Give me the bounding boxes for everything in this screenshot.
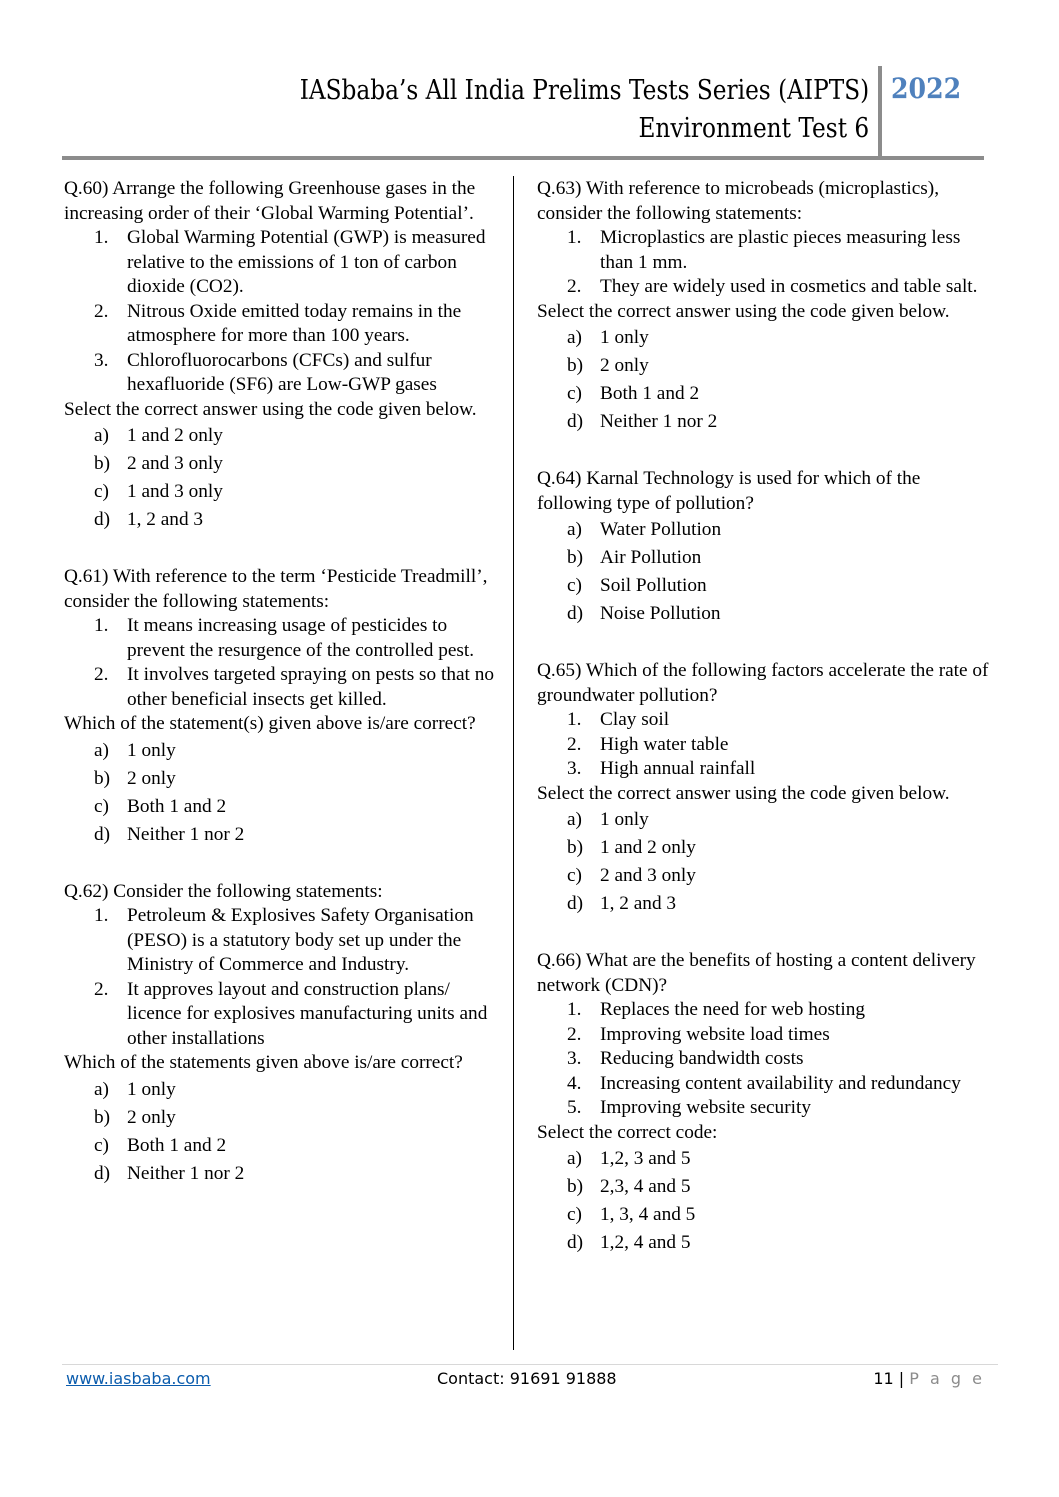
option-text: Water Pollution (600, 519, 722, 540)
footer-rule (62, 1364, 998, 1365)
option-letter: d) (567, 893, 584, 914)
statement-number: 1. (94, 227, 109, 248)
page-word: P a g e (909, 1369, 985, 1388)
option-letter: d) (94, 823, 111, 845)
option-letter: d) (567, 603, 584, 624)
answer-option (64, 1104, 500, 1132)
statement-number: 5. (567, 1097, 582, 1118)
statement-text: It means increasing usage of pesticides to prevent the resurgence of the controlled pest. (127, 615, 475, 661)
answer-option (64, 765, 500, 793)
answer-option (537, 324, 989, 352)
statement-number: 1. (94, 615, 109, 636)
page-separator: | (898, 1369, 905, 1388)
statement-number: 1. (567, 709, 582, 730)
option-text: 2 only (127, 1106, 176, 1128)
option-text: 1, 2 and 3 (127, 509, 204, 530)
option-text: Both 1 and 2 (600, 383, 700, 404)
statement-text: Improving website load times (600, 1023, 830, 1045)
right-column (537, 177, 989, 1288)
statement-item (537, 733, 989, 758)
answer-option (537, 1173, 989, 1201)
statement-number: 1. (567, 227, 582, 248)
answer-option (537, 544, 989, 572)
left-column (64, 177, 500, 1219)
statement-item (64, 614, 500, 663)
statement-text: It approves layout and construction plans/ licence for explosives manufacturing units and other installations (127, 978, 488, 1049)
option-text: 1 only (600, 327, 649, 348)
statement-item (537, 708, 989, 733)
header-divider (878, 66, 882, 158)
option-text: 2 only (127, 767, 176, 789)
option-letter: b) (94, 1106, 111, 1128)
website-link[interactable]: www.iasbaba.com (66, 1369, 211, 1388)
statement-item (537, 1047, 989, 1072)
option-letter: c) (94, 795, 109, 817)
statement-text: Global Warming Potential (GWP) is measured relative to the emissions of 1 ton of carbon dioxide (CO2). (127, 227, 486, 297)
page-number: 11 (873, 1369, 894, 1388)
option-text: 1 and 3 only (127, 481, 223, 502)
statement-item (64, 300, 500, 349)
statement-item (537, 1072, 989, 1097)
header-test-title: Environment Test 6 (638, 113, 869, 144)
option-letter: b) (567, 355, 584, 376)
option-text: Neither 1 nor 2 (600, 411, 718, 432)
option-letter: c) (567, 865, 582, 886)
option-letter: a) (94, 739, 109, 761)
option-text: 1 only (127, 739, 176, 761)
option-text: 1, 3, 4 and 5 (600, 1204, 696, 1225)
answer-option (537, 1201, 989, 1229)
option-text: Both 1 and 2 (127, 1134, 227, 1156)
answer-option (537, 600, 989, 628)
option-letter: a) (567, 1148, 582, 1169)
answer-option (537, 890, 989, 918)
statement-text: It involves targeted spraying on pests so that no other beneficial insects get killed. (127, 664, 495, 710)
statement-number: 1. (567, 999, 582, 1020)
statement-item (64, 663, 500, 712)
answer-option (64, 450, 500, 478)
question-instruction: Select the correct answer using the code given below. (537, 300, 950, 322)
column-divider (513, 176, 514, 1350)
option-text: 1, 2 and 3 (600, 893, 677, 914)
answer-option (537, 862, 989, 890)
option-letter: b) (94, 453, 111, 474)
question-block (537, 659, 989, 918)
statement-text: Nitrous Oxide emitted today remains in the atmosphere for more than 100 years. (127, 300, 462, 346)
answer-option (537, 1145, 989, 1173)
answer-option (64, 422, 500, 450)
answer-option (537, 352, 989, 380)
statement-text: Reducing bandwidth costs (600, 1048, 804, 1069)
statement-item (64, 349, 500, 398)
statement-number: 3. (567, 1048, 582, 1069)
answer-option (537, 380, 989, 408)
answer-option (64, 1160, 500, 1188)
question-instruction: Which of the statements given above is/are correct? (64, 1052, 463, 1073)
statement-item (537, 1096, 989, 1121)
contact-info: Contact: 91691 91888 (437, 1369, 617, 1388)
statement-text: Chlorofluorocarbons (CFCs) and sulfur hexafluoride (SF6) are Low-GWP gases (127, 349, 437, 395)
option-text: 2,3, 4 and 5 (600, 1176, 691, 1197)
answer-option (537, 572, 989, 600)
statement-text: Increasing content availability and redundancy (600, 1072, 961, 1094)
option-letter: a) (94, 1078, 109, 1100)
statement-item (64, 226, 500, 300)
option-text: 2 and 3 only (127, 453, 223, 474)
statement-item (537, 275, 989, 300)
option-letter: b) (567, 837, 584, 858)
statement-number: 4. (567, 1072, 582, 1094)
statement-number: 2. (94, 978, 109, 1000)
statement-item (537, 998, 989, 1023)
option-text: Noise Pollution (600, 603, 721, 624)
statement-number: 2. (567, 733, 582, 755)
option-text: 2 only (600, 355, 649, 376)
statement-number: 1. (94, 905, 109, 926)
answer-option (537, 408, 989, 436)
option-text: 1 only (600, 809, 649, 830)
option-letter: b) (567, 547, 584, 568)
statement-text: They are widely used in cosmetics and table salt. (600, 276, 978, 297)
option-letter: a) (567, 809, 582, 830)
statement-item (64, 904, 500, 978)
option-text: 1,2, 4 and 5 (600, 1232, 691, 1253)
question-block (64, 880, 500, 1188)
statement-text: Petroleum & Explosives Safety Organisation (PESO) is a statutory body set up under the Ministry of Commerce and Industry. (127, 905, 474, 975)
option-letter: c) (94, 1134, 109, 1156)
statement-number: 2. (94, 664, 109, 685)
statement-item (537, 1023, 989, 1048)
answer-option (537, 806, 989, 834)
header-series-title: IASbaba’s All India Prelims Tests Series (AIPTS) (299, 75, 869, 106)
question-block (537, 177, 989, 436)
option-text: 1,2, 3 and 5 (600, 1148, 691, 1169)
answer-option (537, 834, 989, 862)
option-text: 2 and 3 only (600, 865, 696, 886)
option-letter: b) (567, 1176, 584, 1197)
answer-option (64, 821, 500, 849)
statement-text: Clay soil (600, 709, 670, 730)
answer-option (64, 737, 500, 765)
question-instruction: Select the correct answer using the code given below. (64, 398, 477, 420)
question-instruction: Which of the statement(s) given above is/are correct? (64, 713, 476, 734)
answer-option (537, 516, 989, 544)
statement-text: Improving website security (600, 1097, 811, 1118)
statement-item (537, 226, 989, 275)
answer-option (537, 1229, 989, 1257)
question-stem: Q.60) Arrange the following Greenhouse gases in the increasing order of their ‘Global Warming Potential’. (64, 178, 476, 224)
page-indicator (873, 1369, 985, 1388)
question-stem: Q.62) Consider the following statements: (64, 880, 383, 902)
question-instruction: Select the correct answer using the code given below. (537, 782, 950, 804)
option-letter: c) (567, 383, 582, 404)
answer-option (64, 793, 500, 821)
question-block (537, 949, 989, 1257)
option-text: Soil Pollution (600, 575, 707, 596)
statement-number: 3. (94, 349, 109, 371)
statement-number: 3. (567, 758, 582, 779)
option-text: 1 only (127, 1078, 176, 1100)
statement-text: High water table (600, 733, 729, 755)
option-letter: a) (94, 425, 109, 446)
option-letter: d) (94, 509, 111, 530)
statement-item (64, 978, 500, 1052)
question-stem: Q.63) With reference to microbeads (microplastics), consider the following statements: (537, 178, 940, 224)
option-letter: d) (567, 1232, 584, 1253)
header-year: 2022 (891, 72, 962, 105)
statement-text: Microplastics are plastic pieces measuring less than 1 mm. (600, 227, 961, 273)
question-stem: Q.66) What are the benefits of hosting a content delivery network (CDN)? (537, 950, 976, 996)
option-letter: d) (567, 411, 584, 432)
statement-number: 2. (567, 276, 582, 297)
header-title (300, 72, 869, 148)
question-instruction: Select the correct code: (537, 1121, 718, 1143)
question-stem: Q.65) Which of the following factors accelerate the rate of groundwater pollution? (537, 660, 989, 706)
statement-number: 2. (567, 1023, 582, 1045)
option-letter: d) (94, 1162, 111, 1184)
option-letter: a) (567, 519, 582, 540)
option-text: Neither 1 nor 2 (127, 823, 245, 845)
option-letter: b) (94, 767, 111, 789)
statement-text: High annual rainfall (600, 758, 756, 779)
question-stem: Q.64) Karnal Technology is used for which of the following type of pollution? (537, 468, 921, 514)
answer-option (64, 1076, 500, 1104)
statement-item (537, 757, 989, 782)
option-letter: c) (567, 1204, 582, 1225)
option-letter: c) (94, 481, 109, 502)
answer-option (64, 478, 500, 506)
statement-number: 2. (94, 300, 109, 322)
option-text: 1 and 2 only (600, 837, 696, 858)
question-block (64, 565, 500, 849)
option-text: Air Pollution (600, 547, 702, 568)
option-text: Both 1 and 2 (127, 795, 227, 817)
answer-option (64, 506, 500, 534)
question-block (537, 467, 989, 628)
option-text: 1 and 2 only (127, 425, 223, 446)
header-rule (62, 156, 984, 160)
question-block (64, 177, 500, 534)
option-letter: a) (567, 327, 582, 348)
option-letter: c) (567, 575, 582, 596)
statement-text: Replaces the need for web hosting (600, 999, 866, 1020)
answer-option (64, 1132, 500, 1160)
option-text: Neither 1 nor 2 (127, 1162, 245, 1184)
question-stem: Q.61) With reference to the term ‘Pesticide Treadmill’, consider the following statements: (64, 566, 488, 612)
